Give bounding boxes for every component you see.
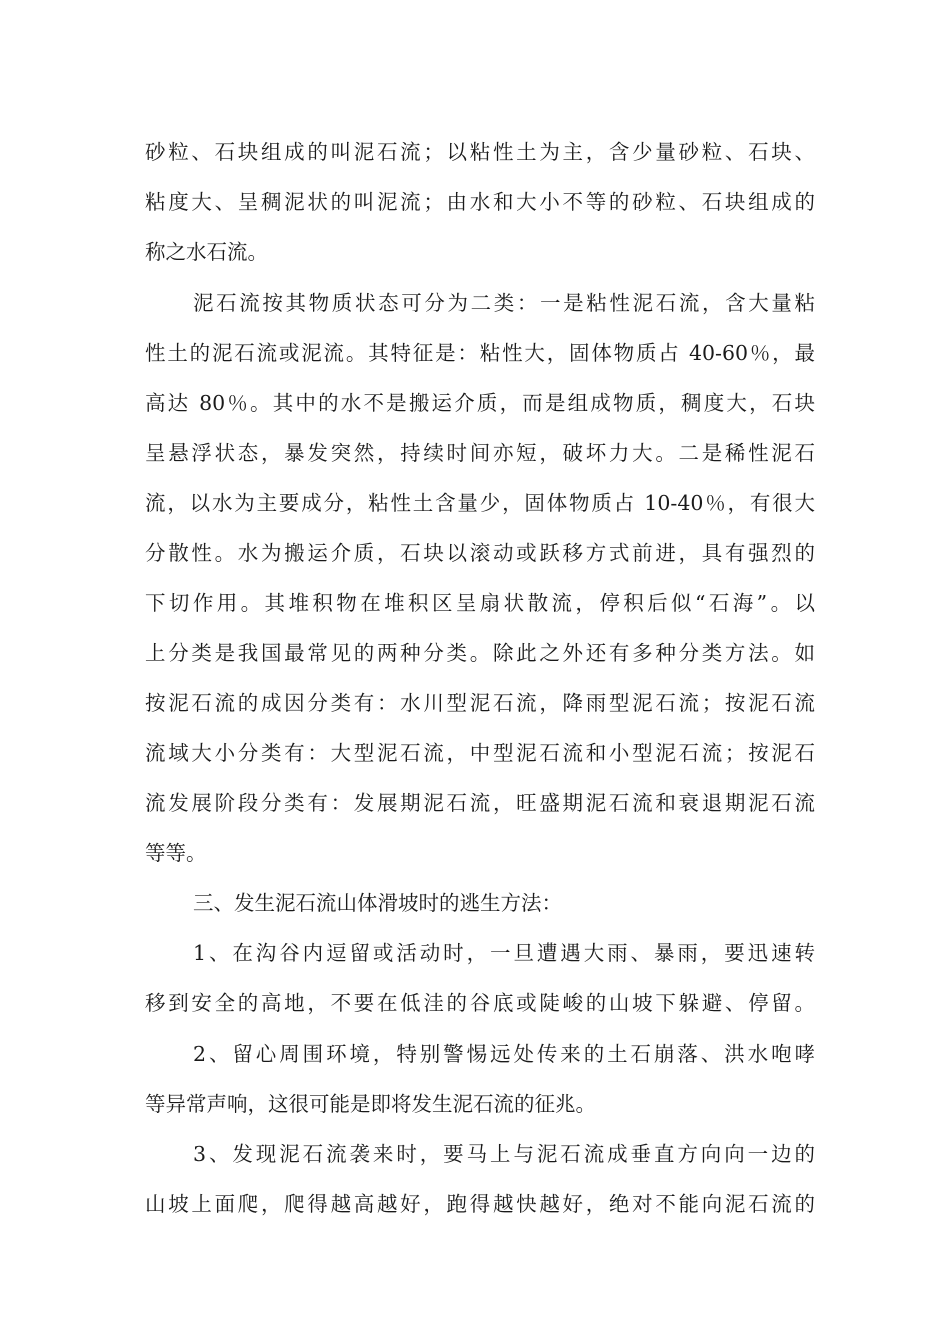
text-line: 称之水石流。	[145, 240, 268, 264]
text-line: 性土的泥石流或泥流。其特征是：粘性大，固体物质占 40-60％，最	[145, 341, 815, 365]
text-line: 移到安全的高地，不要在低洼的谷底或陡峻的山坡下躲避、停留。	[145, 991, 815, 1015]
list-item-first-line: 3、发现泥石流袭来时，要马上与泥石流成垂直方向向一边的	[193, 1142, 815, 1166]
text-line: 等等。	[145, 841, 207, 865]
paragraph-first-line: 泥石流按其物质状态可分为二类：一是粘性泥石流，含大量粘	[193, 291, 815, 315]
text-line: 上分类是我国最常见的两种分类。除此之外还有多种分类方法。如	[145, 641, 815, 665]
text-line: 粘度大、呈稠泥状的叫泥流；由水和大小不等的砂粒、石块组成的	[145, 190, 815, 214]
text-line: 流域大小分类有：大型泥石流，中型泥石流和小型泥石流；按泥石	[145, 741, 815, 765]
text-line: 砂粒、石块组成的叫泥石流；以粘性土为主，含少量砂粒、石块、	[145, 140, 815, 164]
section-heading: 三、发生泥石流山体滑坡时的逃生方法：	[193, 891, 562, 915]
text-line: 等异常声响，这很可能是即将发生泥石流的征兆。	[145, 1092, 596, 1116]
text-line: 流，以水为主要成分，粘性土含量少，固体物质占 10-40％，有很大	[145, 491, 815, 515]
text-line: 山坡上面爬，爬得越高越好，跑得越快越好，绝对不能向泥石流的	[145, 1192, 815, 1216]
list-item-first-line: 1、在沟谷内逗留或活动时，一旦遭遇大雨、暴雨，要迅速转	[193, 941, 815, 965]
text-line: 高达 80％。其中的水不是搬运介质，而是组成物质，稠度大，石块	[145, 391, 815, 415]
text-line: 流发展阶段分类有：发展期泥石流，旺盛期泥石流和衰退期泥石流	[145, 791, 815, 815]
text-line: 下切作用。其堆积物在堆积区呈扇状散流，停积后似“石海”。以	[145, 591, 815, 615]
text-line: 呈悬浮状态，暴发突然，持续时间亦短，破坏力大。二是稀性泥石	[145, 441, 815, 465]
text-line: 分散性。水为搬运介质，石块以滚动或跃移方式前进，具有强烈的	[145, 541, 815, 565]
text-line: 按泥石流的成因分类有：水川型泥石流，降雨型泥石流；按泥石流	[145, 691, 815, 715]
list-item-first-line: 2、留心周围环境，特别警惕远处传来的土石崩落、洪水咆哮	[193, 1042, 815, 1066]
